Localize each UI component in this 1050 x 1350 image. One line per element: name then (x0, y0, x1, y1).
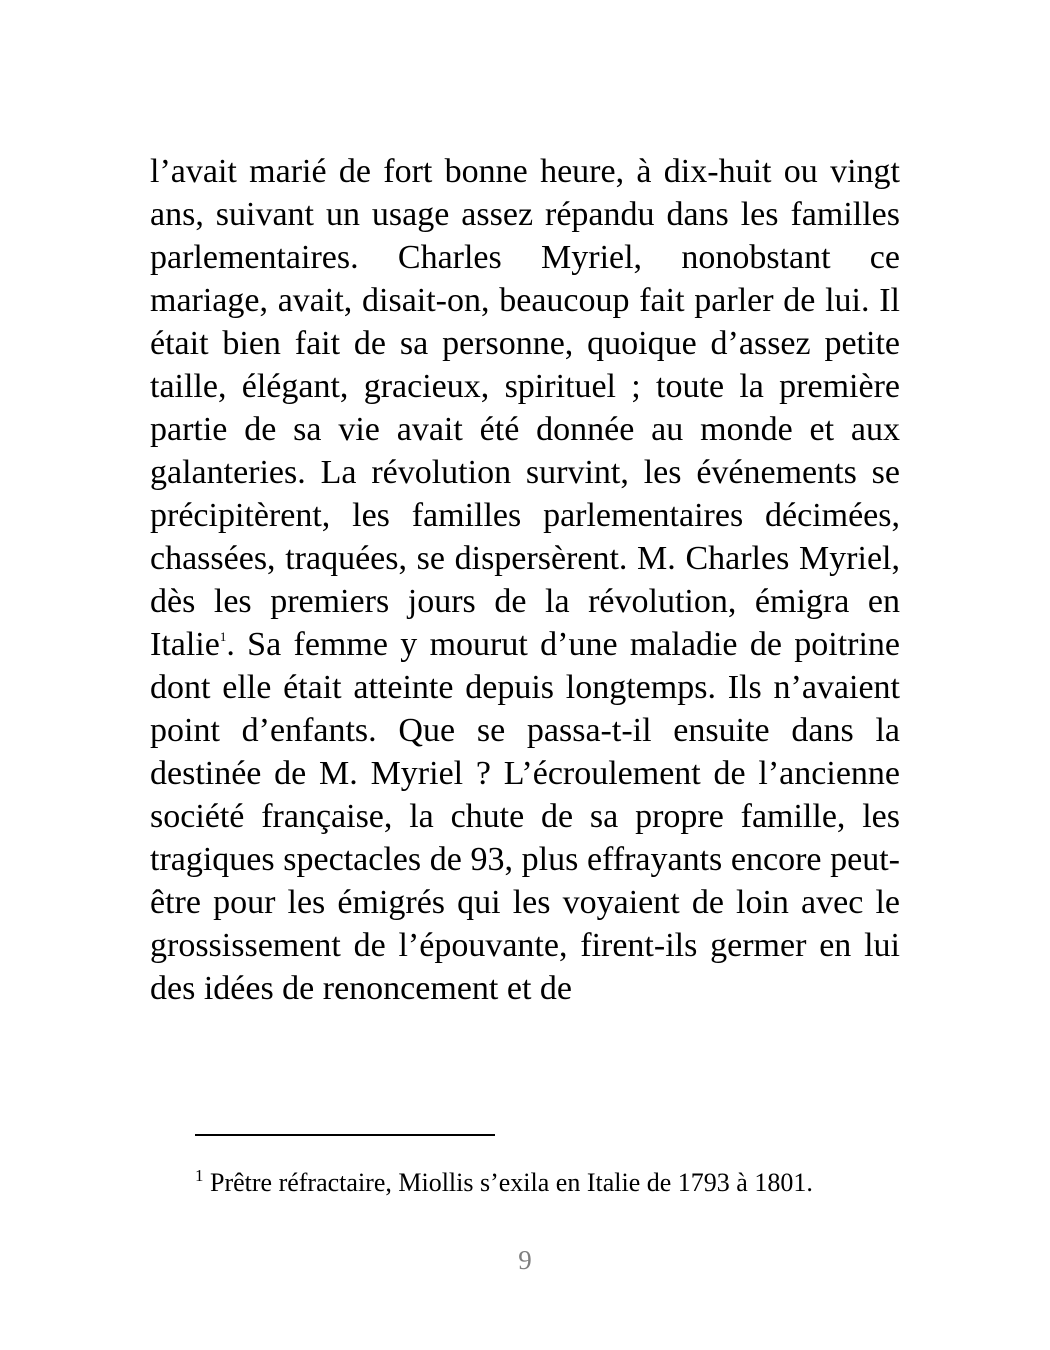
footnote-separator (195, 1134, 495, 1136)
body-paragraph (150, 150, 900, 1010)
footnote-reference[interactable]: 1 (219, 629, 227, 644)
paragraph-text-start: l’avait marié de fort bonne heure, à dix-huit ou vingt ans, suivant un usage assez répandu dans les familles parlementaires. Charles Myriel, nonobstant ce mariage, avait, disait-on, beaucoup fait parler de lui. Il était bien fait de sa personne, quoique d’assez petite taille, élégant, gracieux, spirituel ; toute la première partie de sa vie avait été donnée au monde et aux galanteries. La révolution survint, les événements se précipitèrent, les familles parlementaires décimées, chassées, traquées, se dispersèrent. M. Charles Myriel, dès les premiers jours de la révolution, émigra en Italie (150, 153, 900, 663)
page-number: 9 (518, 1245, 532, 1275)
footnote-text: Prêtre réfractaire, Miollis s’exila en Italie de 1793 à 1801. (203, 1168, 813, 1197)
paragraph-text-end: . Sa femme y mourut d’une maladie de poitrine dont elle était atteinte depuis longtemps. Ils n’avaient point d’enfants. Que se passa-t-il ensuite dans la destinée de M. Myriel ? L’écroulement de l’ancienne société française, la chute de sa propre famille, les tragiques spectacles de 93, plus effrayants encore peut-être pour les émigrés qui les voyaient de loin avec le grossissement de l’épouvante, firent-ils germer en lui des idées de renoncement et de (150, 626, 900, 1007)
footnote (195, 1166, 900, 1200)
footnote-number: 1 (195, 1166, 204, 1185)
